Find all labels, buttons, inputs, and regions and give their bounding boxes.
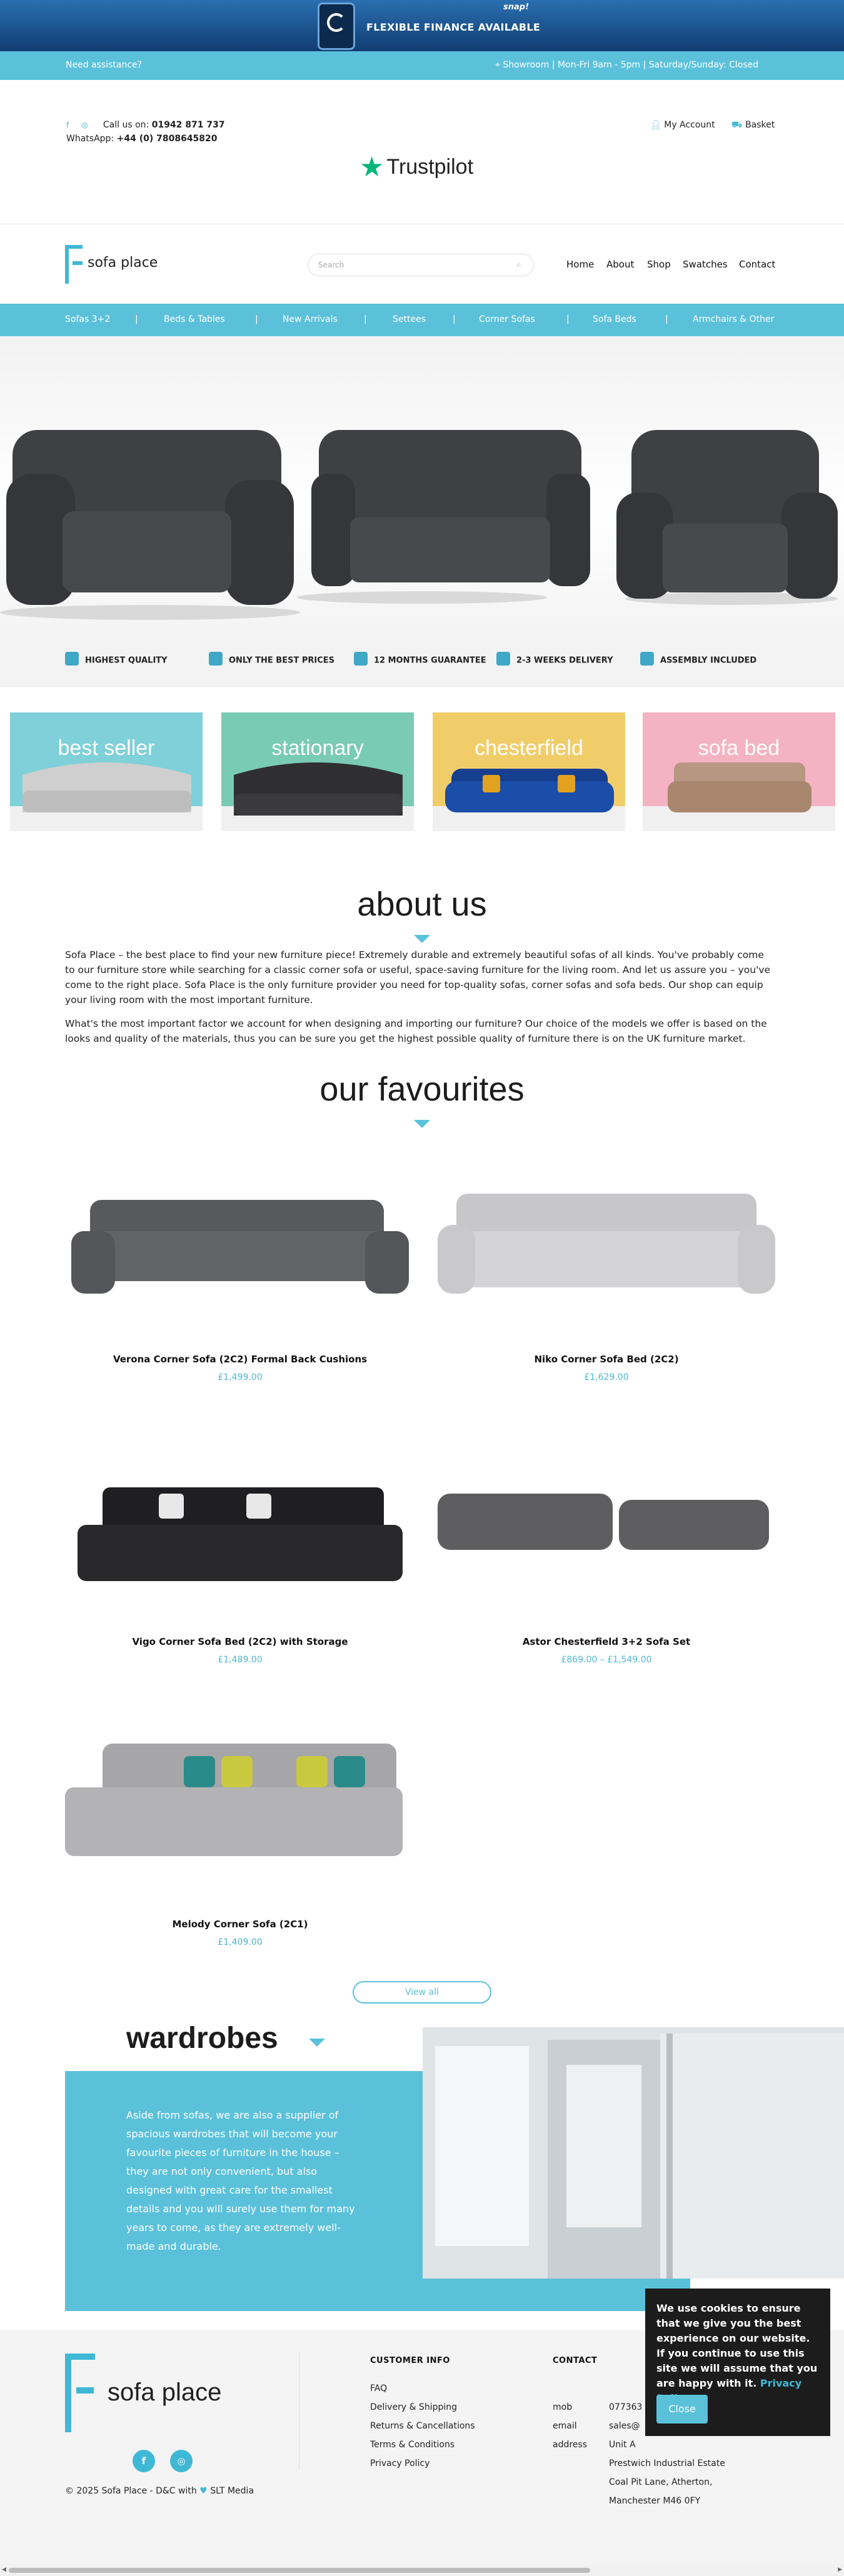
product-image-melody[interactable] [65,1737,415,1887]
product-image-astor[interactable] [431,1462,781,1612]
chesterfield-image [433,712,625,831]
feature-delivery: 2-3 WEEKS DELIVERY [496,654,613,667]
cookie-close-button[interactable]: Close [656,2395,708,2424]
footer-link-faq[interactable]: FAQ [370,2384,388,2394]
footer-link-privacy[interactable]: Privacy Policy [370,2459,430,2469]
contact-mobile[interactable]: 077363 [609,2402,643,2412]
category-settees[interactable]: Settees [393,314,426,324]
scrollbar-thumb[interactable] [9,2568,590,2573]
feature-quality: HIGHEST QUALITY [65,654,168,667]
nav-home[interactable]: Home [566,259,595,270]
product-name[interactable]: Vigo Corner Sofa Bed (2C2) with Storage [132,1636,348,1647]
site-logo[interactable]: sofa place [65,245,165,286]
contact-label-mob: mob [553,2402,573,2412]
call-number[interactable]: 01942 871 737 [151,120,225,130]
feature-guarantee: 12 MONTHS GUARANTEE [354,654,486,667]
whatsapp-label: WhatsApp: [66,134,114,144]
nav-about[interactable]: About [606,259,635,270]
cookie-text: We use cookies to ensure that we give you the best experience on our website. If you continue to use this site we will assume that you are happy with it. [656,2302,818,2389]
truck-icon [496,652,510,666]
category-armchairs-other[interactable]: Armchairs & Other [693,314,775,324]
customer-info-title: CUSTOMER INFO [370,2356,450,2365]
tile-best-seller[interactable]: best seller [10,712,203,831]
product-image-vigo[interactable] [65,1462,415,1612]
category-corner-sofas[interactable]: Corner Sofas [479,314,535,324]
contact-address-line: Prestwich Industrial Estate [609,2459,725,2469]
contact-address-line: Coal Pit Lane, Atherton, [609,2477,713,2487]
about-title: about us [357,886,487,923]
nav-swatches[interactable]: Swatches [683,259,728,270]
footer-copyright: © 2025 Sofa Place - D&C with ♥ SLT Media [65,2486,254,2496]
finance-banner[interactable] [0,0,844,51]
my-account-link[interactable]: 👤︎ My Account [650,120,715,130]
category-bar: Sofas 3+2 | Beds & Tables | New Arrivals | Settees | Corner Sofas | Sofa Beds | Armchairs & Other [0,304,844,336]
contact-whatsapp [66,134,218,144]
category-new-arrivals[interactable]: New Arrivals [283,314,338,324]
logo-mark [65,2354,95,2432]
feature-assembly: ASSEMBLY INCLUDED [640,654,756,667]
favourites-arrow-icon [414,1120,430,1128]
product-name[interactable]: Niko Corner Sofa Bed (2C2) [534,1354,679,1365]
scroll-left-icon[interactable]: ◀ [2,2567,6,2573]
cookie-notice [645,2289,830,2436]
best-seller-image [10,712,203,831]
product-name[interactable]: Astor Chesterfield 3+2 Sofa Set [522,1636,691,1647]
contact-call [66,120,225,130]
nav-shop[interactable]: Shop [647,259,671,270]
logo-mark [65,245,83,284]
trustpilot-star-icon: ★ [359,152,384,182]
hero-sofa-image [0,336,844,630]
sofa-bed-image [643,712,835,831]
wardrobes-text: Aside from sofas, we are also a supplier of spacious wardrobes that will become your favourite pieces of furniture in the house – they are not only convenient, but also designed with great care for the smallest details and you will surely use them for many years to come, as they are extremely well-made and durable. [126,2109,355,2252]
showroom-hours: ⌖ Showroom | Mon-Fri 9am - 5pm | Saturday/Sunday: Closed [495,60,759,70]
about-arrow-icon [414,935,430,943]
location-icon: ⌖ [495,60,503,70]
contact-title: CONTACT [553,2356,598,2365]
facebook-icon[interactable]: f [133,2450,155,2472]
tile-sofa-bed[interactable]: sofa bed [643,712,835,831]
footer-link-returns[interactable]: Returns & Cancellations [370,2421,475,2431]
instagram-icon[interactable]: ◎ [170,2450,193,2472]
contact-email[interactable]: sales@ [609,2421,640,2431]
category-sofas-3-2[interactable]: Sofas 3+2 [65,314,111,324]
tile-chesterfield[interactable]: chesterfield [433,712,625,831]
privacy-policy-link[interactable]: Privacy [760,2377,802,2389]
category-sofa-beds[interactable]: Sofa Beds [593,314,636,324]
facebook-icon[interactable]: f [66,121,69,129]
about-paragraph-1: Sofa Place – the best place to find your new furniture piece! Extremely durable and extremely beautiful sofas of all kinds. You've probably come to our furniture store while searching for a classic corner sofa or useful, space-saving furniture for the living room. And let us assure you – you've come to the right place. Sofa Place is the only furniture provider you need for top-quality sofas, corner sofas and sofa beds. Our shop can equip your living room with the most important furniture. [65,949,771,1006]
tools-icon [640,652,654,666]
feature-prices: ONLY THE BEST PRICES [209,654,334,667]
wardrobes-title: wardrobes [126,2022,278,2055]
hero-banner[interactable] [0,336,844,630]
heart-icon: ♥ [199,2486,208,2496]
credit-link[interactable]: SLT Media [210,2486,254,2496]
nav-contact[interactable]: Contact [739,259,776,270]
product-price: £1,629.00 [584,1372,629,1382]
search-icon[interactable]: ⌕ [516,259,521,269]
calendar-icon [354,652,368,666]
basket-link[interactable]: ⛟ Basket [731,120,775,130]
medal-icon [65,652,79,666]
snap-phone-icon [318,2,355,50]
user-icon: 👤︎ [650,120,661,130]
search-input[interactable]: Search [308,254,534,276]
product-price: £1,499.00 [218,1372,263,1382]
contact-label-address: address [553,2440,588,2450]
wardrobes-arrow-icon [309,2039,325,2047]
product-price: £1,409.00 [218,1937,263,1947]
tile-stationary[interactable]: stationary [221,712,414,831]
coins-icon [209,652,223,666]
product-image-verona[interactable] [65,1175,415,1325]
basket-icon: ⛟ [731,120,743,130]
about-paragraph-2: What's the most important factor we account for when designing and importing our furniture? Our choice of the models we offer is based on the looks and quality of the materials, thus you can be sure you get the highest possible quality of furniture there is on the UK furniture market. [65,1018,767,1044]
stationary-image [221,712,414,831]
call-label: Call us on: [103,120,149,130]
product-name[interactable]: Verona Corner Sofa (2C2) Formal Back Cushions [113,1354,368,1365]
snap-brand: snap! [503,2,529,12]
whatsapp-number[interactable]: +44 (0) 7808645820 [116,134,218,144]
trustpilot-widget[interactable]: ★ Trustpilot [359,152,474,182]
wardrobe-image[interactable] [423,2027,844,2279]
category-beds-tables[interactable]: Beds & Tables [164,314,225,324]
scroll-right-icon[interactable]: ▶ [838,2567,842,2573]
product-price: £1,489.00 [218,1655,263,1665]
product-name[interactable]: Melody Corner Sofa (2C1) [172,1919,308,1930]
footer-link-delivery[interactable]: Delivery & Shipping [370,2402,458,2412]
contact-address-unit: Unit A [609,2440,636,2450]
finance-text: FLEXIBLE FINANCE AVAILABLE [366,21,541,33]
horizontal-scrollbar[interactable] [0,2565,844,2576]
features-bar [0,630,844,687]
contact-address-line: Manchester M46 0FY [609,2496,701,2506]
footer-link-terms[interactable]: Terms & Conditions [370,2440,455,2450]
assistance-bar [0,51,844,80]
product-image-niko[interactable] [431,1175,781,1325]
need-assistance[interactable]: Need assistance? [66,60,143,70]
instagram-icon[interactable]: ◎ [81,121,88,129]
view-all-button[interactable]: View all [353,1981,491,2004]
favourites-title: our favourites [319,1071,525,1108]
footer-logo[interactable]: sofa place [65,2354,228,2441]
contact-label-email: email [553,2421,577,2431]
product-price: £869.00 – £1,549.00 [561,1655,652,1665]
